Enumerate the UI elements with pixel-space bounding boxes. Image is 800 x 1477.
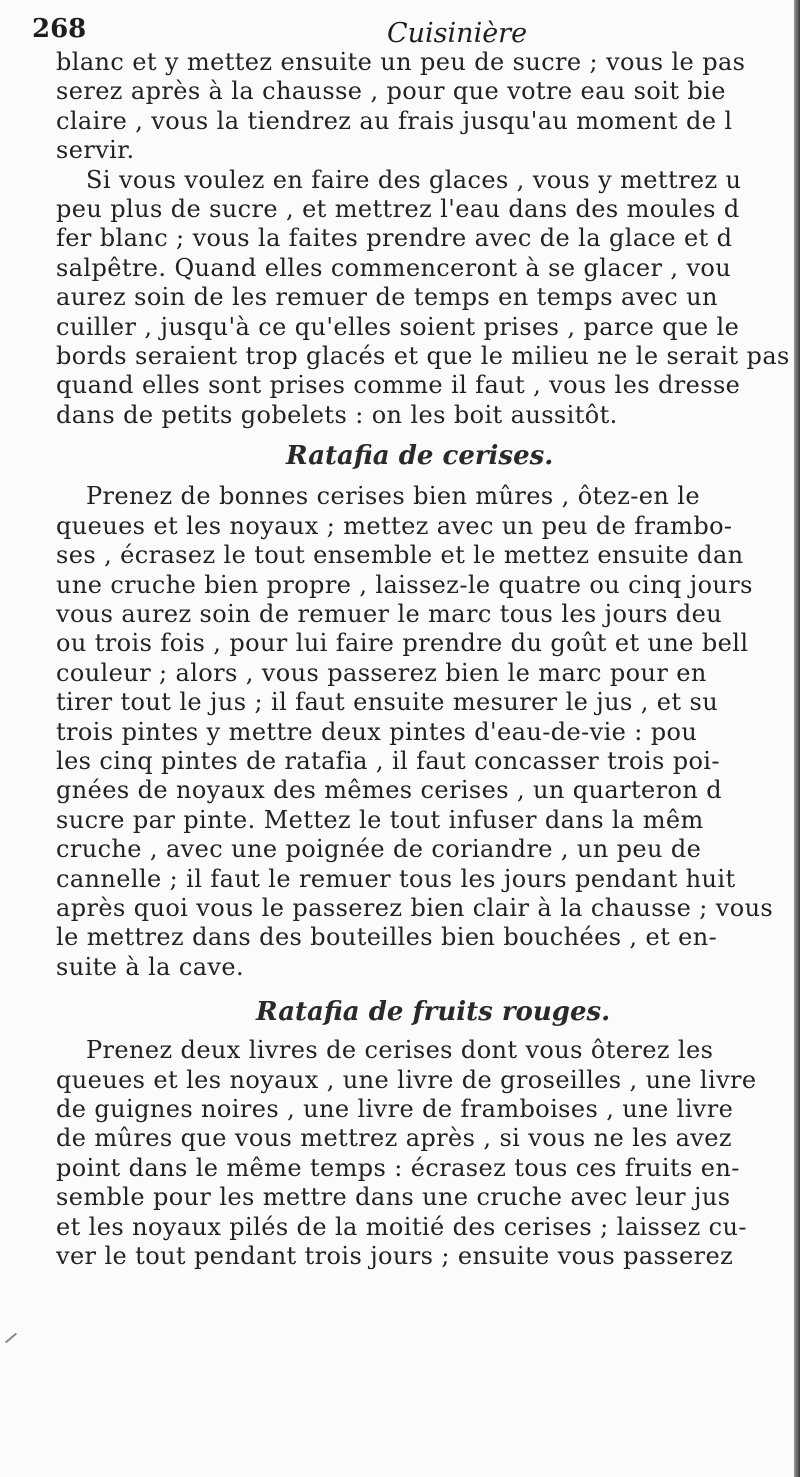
text-line: cuiller , jusqu'à ce qu'elles soient prises , parce que le [56,312,740,341]
text-line: queues et les noyaux ; mettez avec un peu de frambo- [56,511,733,540]
text-line: ver le tout pendant trois jours ; ensuite vous passerez [56,1242,734,1271]
recipe-heading-ratafia-fruits-rouges: Ratafia de fruits rouges. [256,997,611,1028]
text-line: ses , écrasez le tout ensemble et le mettez ensuite dan [56,541,744,570]
text-line: semble pour les mettre dans une cruche avec leur jus [56,1183,731,1212]
text-line: serez après à la chausse , pour que votre eau soit bie [56,77,726,106]
paragraph [56,482,792,982]
text-line: Si vous voulez en faire des glaces , vous y mettrez u [86,165,742,194]
text-line: quand elles sont prises comme il faut , vous les dresse [56,371,741,400]
text-line: et les noyaux pilés de la moitié des cerises ; laissez cu- [56,1212,747,1241]
text-line: Prenez deux livres de cerises dont vous ôterez les [86,1036,714,1065]
text-line: couleur ; alors , vous passerez bien le marc pour en [56,658,707,687]
paragraph [56,166,792,431]
text-line: servir. [56,136,135,165]
page-header [32,14,772,48]
text-line: gnées de noyaux des mêmes cerises , un quarteron d [56,776,723,805]
paragraph [56,1036,792,1271]
text-line: de guignes noires , une livre de framboises , une livre [56,1095,734,1123]
text-line: blanc et y mettez ensuite un peu de sucre ; vous le pas [56,48,746,76]
text-line: sucre par pinte. Mettez le tout infuser dans la mêm [56,805,704,834]
text-line: bords seraient trop glacés et que le milieu ne le serait pas [56,342,790,371]
recipe-heading-ratafia-cerises: Ratafia de cerises. [286,441,554,472]
text-line: queues et les noyaux , une livre de groseilles , une livre [56,1065,757,1094]
text-line: suite à la cave. [56,952,245,981]
page-number: 268 [32,14,87,44]
text-line: de mûres que vous mettrez après , si vous ne les avez [56,1124,732,1153]
text-line: après quoi vous le passerez bien clair à la chausse ; vous [56,893,774,922]
text-line: ou trois fois , pour lui faire prendre du goût et une bell [56,629,749,658]
text-line: le mettrez dans des bouteilles bien bouchées , et en- [56,923,718,952]
text-line: cannelle ; il faut le remuer tous les jours pendant huit [56,864,736,893]
paragraph-glaces [56,166,792,431]
margin-mark [5,1333,17,1344]
text-line: tirer tout le jus ; il faut ensuite mesurer le jus , et su [56,688,719,717]
text-line: vous aurez soin de remuer le marc tous les jours deu [56,599,723,628]
page-content [56,48,792,1271]
text-line: trois pintes y mettre deux pintes d'eau-de-vie : pou [56,717,698,746]
text-line: aurez soin de les remuer de temps en temps avec un [56,283,718,312]
text-line: dans de petits gobelets : on les boit aussitôt. [56,400,618,429]
text-line: les cinq pintes de ratafia , il faut concasser trois poi- [56,746,720,775]
paragraph-eau [56,48,792,166]
running-title: Cuisinière [387,18,528,49]
paragraph-ratafia-fruits-rouges [56,1036,792,1271]
paragraph [56,48,792,166]
page-edge-shadow [794,0,800,1477]
text-line: fer blanc ; vous la faites prendre avec de la glace et d [56,224,733,253]
text-line: peu plus de sucre , et mettrez l'eau dans des moules d [56,195,740,224]
text-line: point dans le même temps : écrasez tous ces fruits en- [56,1153,740,1182]
text-line: salpêtre. Quand elles commenceront à se glacer , vou [56,253,732,282]
paragraph-ratafia-cerises [56,482,792,982]
text-line: une cruche bien propre , laissez-le quatre ou cinq jours [56,570,753,599]
text-line: cruche , avec une poignée de coriandre , un peu de [56,835,702,864]
text-line: claire , vous la tiendrez au frais jusqu'au moment de l [56,106,733,135]
text-line: Prenez de bonnes cerises bien mûres , ôtez-en le [86,482,700,511]
